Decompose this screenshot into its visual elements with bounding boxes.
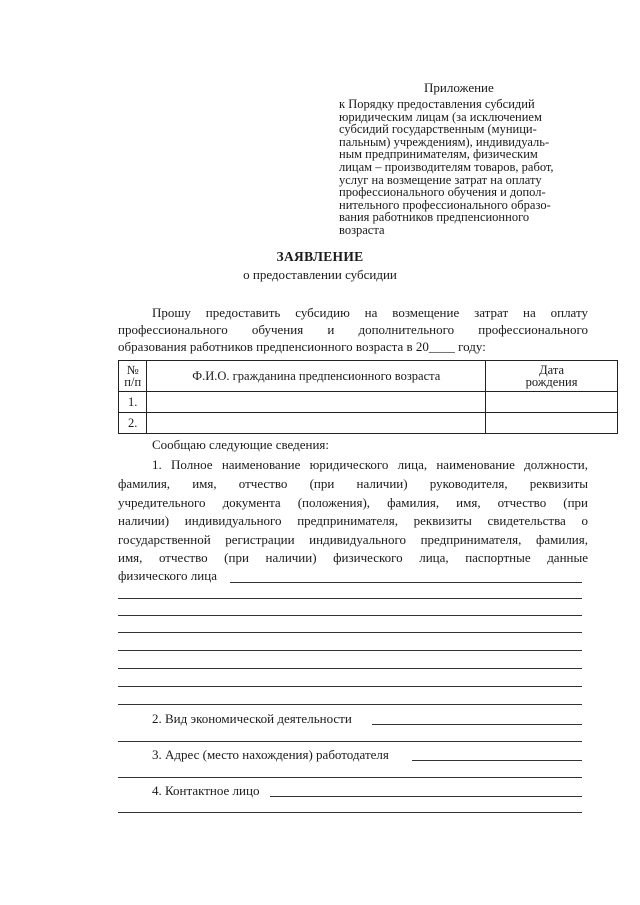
legal-entity-fill-line[interactable] bbox=[230, 582, 582, 583]
row-number: 1. bbox=[119, 392, 147, 413]
request-line: Прошу предоставить субсидию на возмещение затрат на оплату bbox=[152, 305, 588, 320]
appendix-line: юридическим лицам (за исключением bbox=[339, 109, 542, 124]
table-header-row bbox=[119, 361, 618, 392]
address-fill-line[interactable] bbox=[412, 760, 582, 761]
item1-line: государственной регистрации индивидуального предпринимателя, фамилия, bbox=[118, 532, 588, 547]
table-row bbox=[119, 392, 618, 413]
fill-line[interactable] bbox=[118, 650, 582, 651]
fill-line[interactable] bbox=[118, 668, 582, 669]
appendix-line: лицам – производителям товаров, работ, bbox=[339, 159, 554, 174]
appendix-line: ным предпринимателям, физическим bbox=[339, 147, 538, 162]
full-name-cell[interactable] bbox=[147, 413, 486, 434]
pensioners-table bbox=[118, 360, 618, 434]
fill-line[interactable] bbox=[118, 777, 582, 778]
appendix-line: возраста bbox=[339, 222, 385, 237]
item1-line: физического лица bbox=[118, 568, 217, 583]
appendix-line: пальным) учреждениям), индивидуаль- bbox=[339, 134, 550, 149]
appendix-title: Приложение bbox=[424, 80, 494, 95]
info-intro: Сообщаю следующие сведения: bbox=[152, 437, 330, 452]
appendix-line: к Порядку предоставления субсидий bbox=[339, 97, 535, 111]
item1-line: фамилия, имя, отчество (при наличии) руководителя, реквизиты bbox=[118, 476, 588, 491]
fill-line[interactable] bbox=[118, 812, 582, 813]
item4-label: 4. Контактное лицо bbox=[152, 783, 260, 798]
fill-line[interactable] bbox=[118, 686, 582, 687]
full-name-cell[interactable] bbox=[147, 392, 486, 413]
item3-label: 3. Адрес (место нахождения) работодателя bbox=[152, 747, 389, 762]
document-title: ЗАЯВЛЕНИЕ bbox=[276, 249, 364, 264]
birth-date-cell[interactable] bbox=[486, 392, 618, 413]
header-birth-date: Дата рождения bbox=[486, 361, 618, 392]
fill-line[interactable] bbox=[118, 615, 582, 616]
header-number: № п/п bbox=[119, 361, 147, 392]
item1-line: наличии) индивидуального предпринимателя, реквизиты свидетельства о bbox=[118, 513, 588, 528]
header-full-name: Ф.И.О. гражданина предпенсионного возраста bbox=[147, 361, 486, 392]
appendix-line: профессионального обучения и допол- bbox=[339, 185, 546, 200]
item1-line: учредительного документа (положения), фамилия, имя, отчество (при bbox=[118, 495, 588, 510]
row-number: 2. bbox=[119, 413, 147, 434]
request-line: профессионального обучения и дополнительного профессионального bbox=[118, 322, 588, 337]
appendix-line: субсидий государственным (муници- bbox=[339, 122, 537, 137]
request-line: образования работников предпенсионного возраста в 20____ году: bbox=[118, 339, 486, 354]
birth-date-cell[interactable] bbox=[486, 413, 618, 434]
appendix-line: услуг на возмещение затрат на оплату bbox=[339, 172, 542, 187]
table-row bbox=[119, 413, 618, 434]
fill-line[interactable] bbox=[118, 741, 582, 742]
item1-line: 1. Полное наименование юридического лица, наименование должности, bbox=[152, 457, 588, 472]
fill-line[interactable] bbox=[118, 632, 582, 633]
document-subtitle: о предоставлении субсидии bbox=[243, 267, 397, 282]
appendix-line: вания работников предпенсионного bbox=[339, 210, 530, 225]
appendix-line: нительного профессионального образо- bbox=[339, 197, 551, 212]
fill-line[interactable] bbox=[118, 704, 582, 705]
appendix-text bbox=[339, 98, 599, 237]
item1-line: имя, отчество (при наличии) физического лица, паспортные данные bbox=[118, 550, 588, 565]
item2-label: 2. Вид экономической деятельности bbox=[152, 711, 352, 726]
fill-line[interactable] bbox=[118, 598, 582, 599]
economic-activity-fill-line[interactable] bbox=[372, 724, 582, 725]
contact-person-fill-line[interactable] bbox=[270, 796, 582, 797]
